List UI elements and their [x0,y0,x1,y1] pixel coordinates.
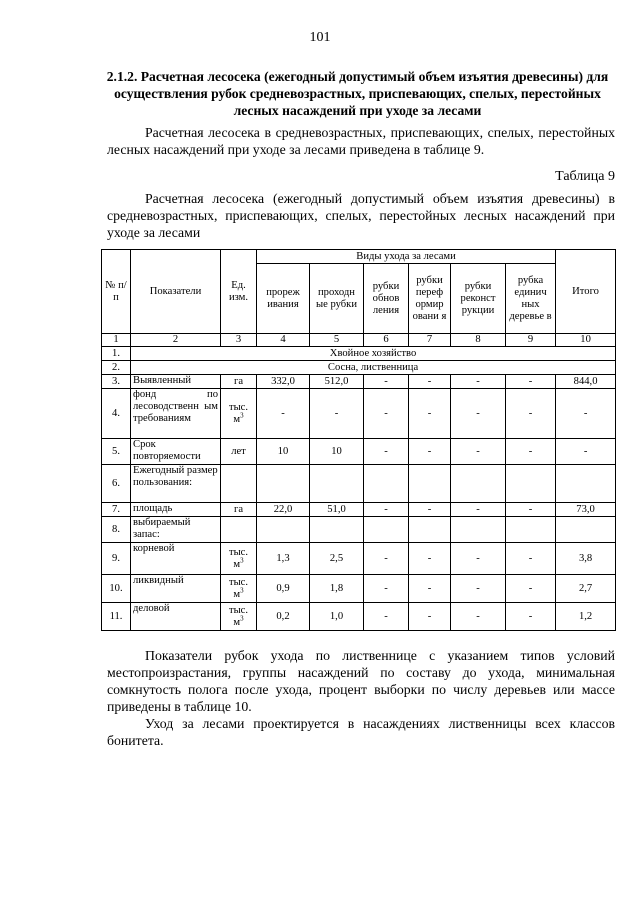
cell-value [451,517,506,543]
cell-value: - [409,575,451,603]
row-number: 4. [102,389,131,439]
col-number: 9 [506,334,556,347]
unit-text: тыс. [228,401,249,413]
row-number: 2. [102,361,131,375]
unit-text: тыс. [228,576,249,588]
header-indicator: Показатели [131,250,221,334]
table-caption: Расчетная лесосека (ежегодный допустимый объем изъятия древесины) в средневозрастных, приспевающих, спелых, перестойных лесных насаждений при уходе за лесами [107,191,615,240]
row-indicator: Ежегодный размер пользования: [131,465,221,503]
cell-value: 10 [310,439,364,465]
unit-superscript: 3 [240,613,244,622]
table-row [102,389,616,439]
cell-value [257,465,310,503]
header-renewal-cuts: рубки обнов ления [364,264,409,334]
col-number: 5 [310,334,364,347]
cell-value: - [451,575,506,603]
cell-value: 844,0 [556,375,616,389]
cell-value [409,465,451,503]
cell-value: 51,0 [310,503,364,517]
cell-value [556,465,616,503]
unit-suffix: м [233,616,241,628]
cell-value: - [451,603,506,631]
cell-value: 2,7 [556,575,616,603]
unit-suffix: м [233,558,241,570]
cell-value: - [451,439,506,465]
row-number: 6. [102,465,131,503]
cell-value: - [506,503,556,517]
cell-value: - [409,375,451,389]
cell-value: 1,3 [257,543,310,575]
cell-value: - [409,603,451,631]
row-unit: га [221,375,257,389]
table-row [102,603,616,631]
section-row [102,347,616,361]
cell-value: 73,0 [556,503,616,517]
header-care-types: Виды ухода за лесами [257,250,556,264]
cell-value: - [556,439,616,465]
col-number: 8 [451,334,506,347]
row-unit: га [221,503,257,517]
col-number: 2 [131,334,221,347]
row-number: 9. [102,543,131,575]
table-label: Таблица 9 [555,169,615,184]
col-number: 6 [364,334,409,347]
row-number: 11. [102,603,131,631]
cell-value: 1,2 [556,603,616,631]
cell-value: - [506,543,556,575]
cell-value [506,465,556,503]
unit-superscript: 3 [240,410,244,419]
row-unit [221,465,257,503]
row-number: 1. [102,347,131,361]
cell-value: - [506,389,556,439]
cell-value: 332,0 [257,375,310,389]
cell-value: - [364,543,409,575]
table-row [102,465,616,503]
cell-value: - [506,439,556,465]
page-number: 101 [309,30,331,45]
table-row [102,575,616,603]
col-number: 1 [102,334,131,347]
row-number: 8. [102,517,131,543]
cell-value: - [451,543,506,575]
table-row [102,517,616,543]
row-indicator: деловой [131,603,221,631]
cell-value: 0,9 [257,575,310,603]
cell-value: - [451,375,506,389]
intro-paragraph: Расчетная лесосека в средневозрастных, приспевающих, спелых, перестойных лесных насаждений при уходе за лесами приведена в таблице 9. [107,125,615,157]
row-indicator: площадь [131,503,221,517]
unit-text: тыс. [228,604,249,616]
header-thinning: прореж ивания [257,264,310,334]
row-indicator: Выявленный [131,375,221,389]
cell-value [451,465,506,503]
paragraph-care-scope: Уход за лесами проектируется в насаждениях лиственницы всех классов бонитета. [107,716,615,748]
cell-value: 0,2 [257,603,310,631]
row-indicator: корневой [131,543,221,575]
header-unit: Ед. изм. [221,250,257,334]
row-unit [221,603,257,631]
header-num: № п/п [102,250,131,334]
cell-value: - [506,575,556,603]
cell-value [506,517,556,543]
row-number: 10. [102,575,131,603]
cell-value [556,517,616,543]
col-number: 10 [556,334,616,347]
header-reformation-cuts: рубки переф ормир овани я [409,264,451,334]
cell-value: - [409,439,451,465]
unit-suffix: м [233,588,241,600]
cell-value: 1,8 [310,575,364,603]
row-indicator: ликвидный [131,575,221,603]
cell-value [409,517,451,543]
unit-suffix: м [233,413,241,425]
cell-value: - [364,603,409,631]
cell-value: - [451,503,506,517]
cell-value [310,517,364,543]
cell-value: - [409,389,451,439]
header-single-tree-cut: рубка единич ных деревье в [506,264,556,334]
cell-value: - [364,389,409,439]
section-heading: 2.1.2. Расчетная лесосека (ежегодный допустимый объем изъятия древесины) для осуществления рубок средневозрастных, приспевающих, спелых, перестойных лесных насаждений при уходе за лесами [106,69,609,118]
cell-value: 10 [257,439,310,465]
cell-value: - [364,575,409,603]
column-number-row [102,334,616,347]
header-reconstruction-cuts: рубки реконст рукции [451,264,506,334]
cell-value: 3,8 [556,543,616,575]
section-title: Сосна, лиственница [131,361,616,375]
row-unit [221,517,257,543]
col-number: 7 [409,334,451,347]
row-number: 7. [102,503,131,517]
cell-value: 512,0 [310,375,364,389]
cell-value: - [409,543,451,575]
col-number: 4 [257,334,310,347]
cell-value [310,465,364,503]
table-row [102,439,616,465]
header-total: Итого [556,250,616,334]
cell-value [257,517,310,543]
header-passage-cuts: проходн ые рубки [310,264,364,334]
cell-value: 2,5 [310,543,364,575]
row-unit [221,389,257,439]
cell-value: - [310,389,364,439]
unit-superscript: 3 [240,555,244,564]
allowable-cut-table [101,249,616,631]
cell-value [364,465,409,503]
cell-value: - [506,603,556,631]
table-row [102,375,616,389]
row-indicator: Срок повторяемости [131,439,221,465]
cell-value: - [506,375,556,389]
section-row [102,361,616,375]
paragraph-care-indicators: Показатели рубок ухода по лиственнице с указанием типов условий местопроизрастания, группы насаждений по составу до ухода, минимальная сомкнутость полога после ухода, процент выборки по числу деревьев или массе приведены в таблице 10. [107,648,615,714]
row-number: 5. [102,439,131,465]
table-row [102,503,616,517]
cell-value: - [364,375,409,389]
cell-value: - [451,389,506,439]
row-unit [221,575,257,603]
cell-value [364,517,409,543]
row-indicator: фонд по лесоводственн ым требованиям [131,389,221,439]
row-unit [221,543,257,575]
unit-superscript: 3 [240,585,244,594]
table-row [102,543,616,575]
cell-value: - [556,389,616,439]
row-indicator: выбираемый запас: [131,517,221,543]
cell-value: - [364,439,409,465]
cell-value: 22,0 [257,503,310,517]
section-title: Хвойное хозяйство [131,347,616,361]
col-number: 3 [221,334,257,347]
cell-value: - [364,503,409,517]
cell-value: - [257,389,310,439]
cell-value: - [409,503,451,517]
unit-text: тыс. [228,546,249,558]
row-unit: лет [221,439,257,465]
row-number: 3. [102,375,131,389]
cell-value: 1,0 [310,603,364,631]
table-header-row-1 [102,250,616,264]
